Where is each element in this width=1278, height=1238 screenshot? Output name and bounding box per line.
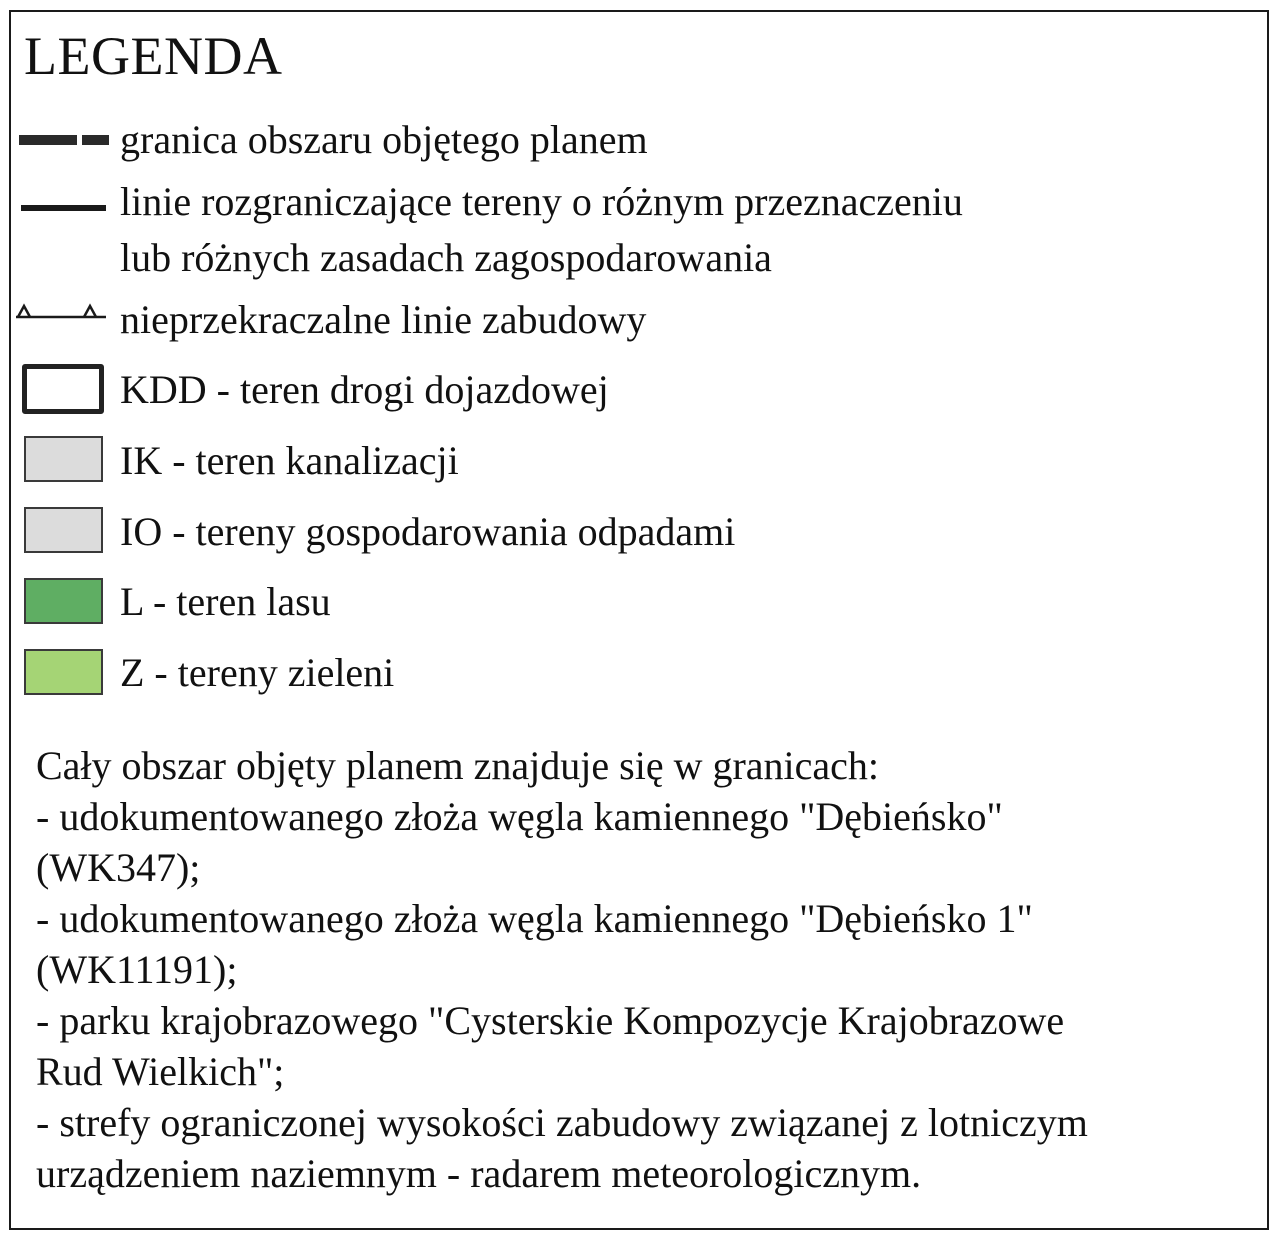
note-line: (WK11191); — [36, 947, 238, 992]
legend-item-label: granica obszaru objętego planem — [120, 117, 648, 162]
legend-item-label: Z - tereny zieleni — [120, 650, 395, 695]
solid-line-icon — [14, 202, 114, 214]
note-line: - udokumentowanego złoża węgla kamiennego "Dębieńsko 1" — [36, 896, 1033, 941]
dashed-thick-line-icon — [14, 132, 114, 148]
building-line-icon — [14, 302, 114, 322]
dark-green-box-icon — [24, 578, 103, 624]
legend-item-label-continued: lub różnych zasadach zagospodarowania — [120, 235, 772, 280]
legend-item-label: nieprzekraczalne linie zabudowy — [120, 297, 647, 342]
note-line: urządzeniem naziemnym - radarem meteorologicznym. — [36, 1151, 922, 1196]
note-line: (WK347); — [36, 845, 201, 890]
gray-box-icon — [24, 436, 103, 482]
legend-item-label: KDD - teren drogi dojazdowej — [120, 367, 609, 412]
note-line: Cały obszar objęty planem znajduje się w granicach: — [36, 743, 880, 788]
note-line: - parku krajobrazowego "Cysterskie Kompozycje Krajobrazowe — [36, 998, 1065, 1043]
plan-area-note — [36, 740, 1088, 1199]
note-line: - strefy ograniczonej wysokości zabudowy związanej z lotniczym — [36, 1100, 1088, 1145]
legend-item-label: L - teren lasu — [120, 579, 331, 624]
legend-item-label: IK - teren kanalizacji — [120, 438, 459, 483]
gray-box-icon — [24, 507, 103, 553]
note-line: Rud Wielkich"; — [36, 1049, 285, 1094]
legend-item-label: linie rozgraniczające tereny o różnym przeznaczeniu — [120, 179, 963, 224]
legend-title: LEGENDA — [24, 26, 283, 86]
legend-item-label: IO - tereny gospodarowania odpadami — [120, 509, 736, 554]
outlined-box-icon — [22, 364, 104, 414]
light-green-box-icon — [24, 649, 103, 695]
note-line: - udokumentowanego złoża węgla kamiennego "Dębieńsko" — [36, 794, 1003, 839]
